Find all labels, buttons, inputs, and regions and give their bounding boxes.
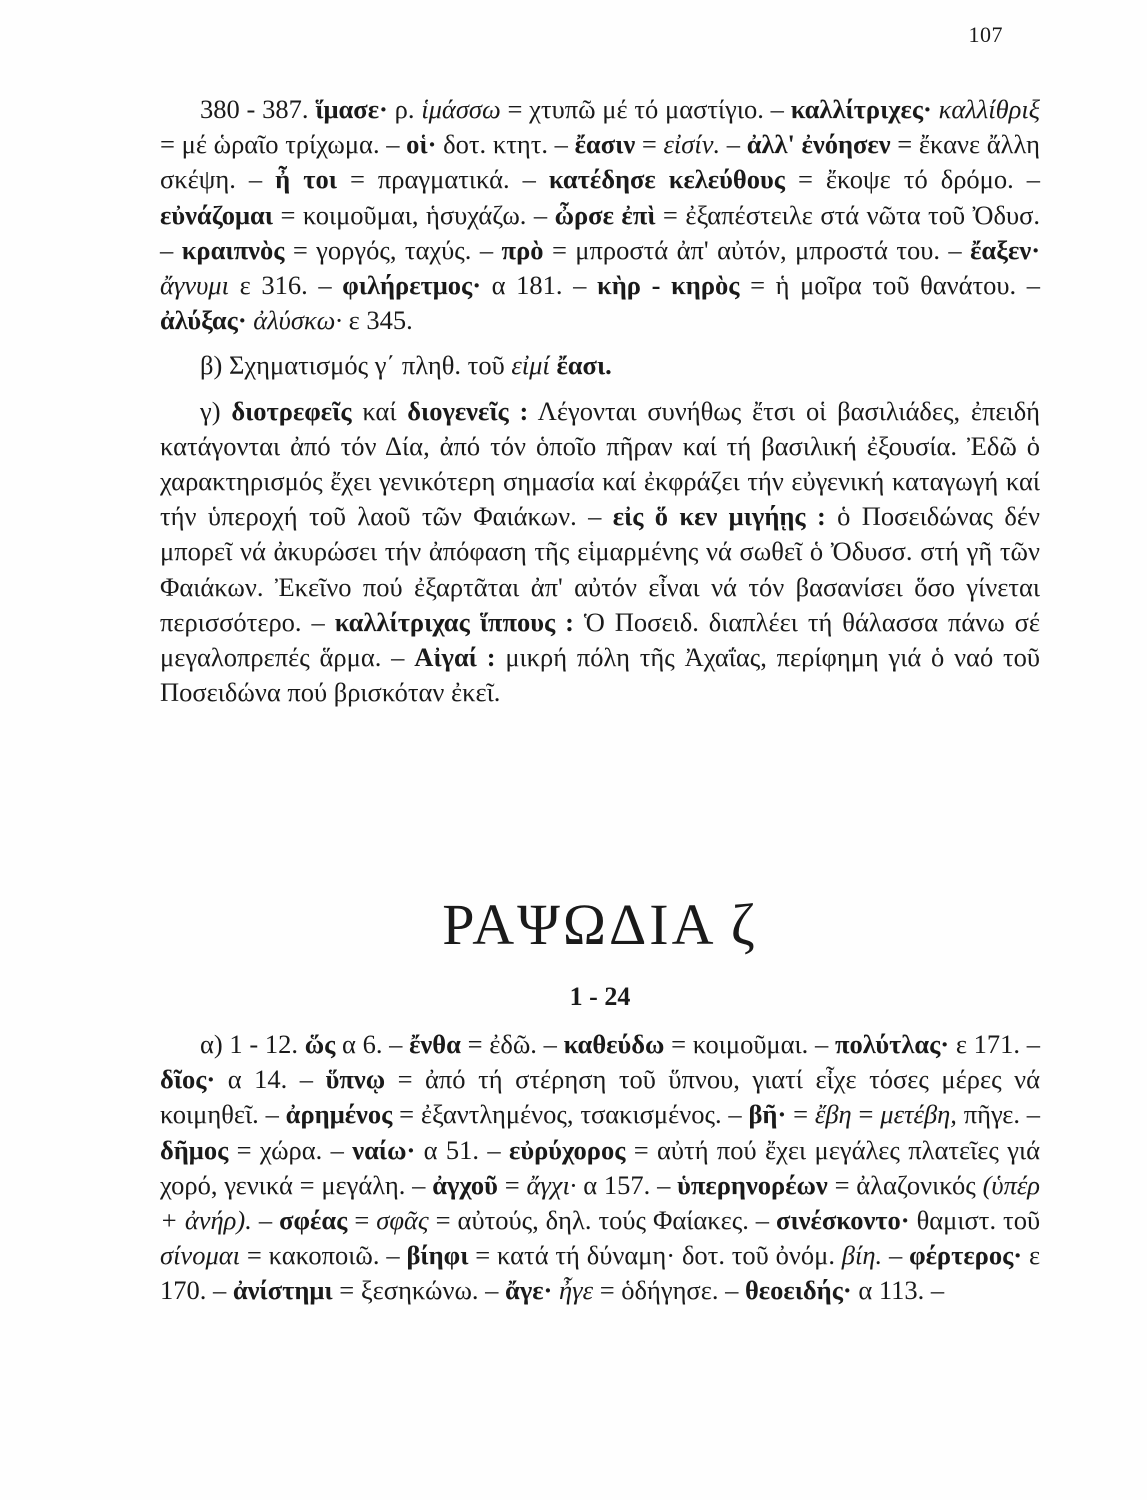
term: Αἰγαί : (414, 642, 496, 673)
term: ἀλλ' ἐνόησεν (746, 129, 891, 160)
paragraph-b: β) Σχηματισμός γ΄ πληθ. τοῦ εἰμί ἔασι. (200, 350, 612, 381)
term: ἀρημένος (285, 1099, 393, 1130)
term: φιλήρετμος· (342, 270, 482, 301)
term: δῆμος (160, 1134, 229, 1165)
term: βίηφι (406, 1240, 469, 1271)
term: ὕπνῳ (325, 1064, 386, 1095)
term: πρὸ (501, 234, 544, 265)
rhapsody-title: ΡΑΨΩΔΙΑ ζ (442, 892, 758, 957)
term: ἀλύξας· (160, 305, 247, 336)
term: φέρτερος· (909, 1240, 1023, 1271)
commentary-block-top (160, 92, 1040, 710)
term: ὥς (304, 1029, 336, 1059)
term: κραιπνὸς (181, 234, 285, 265)
term: δῖος· (160, 1064, 216, 1095)
term: καλλίτριχες· (790, 94, 932, 124)
term: ἔασι. (556, 350, 612, 381)
term: ἔνθα (409, 1029, 461, 1059)
term: καλλίτριχας ἵππους : (334, 606, 574, 637)
term: εὐνάζομαι (160, 199, 274, 230)
term: ναίω· (352, 1134, 416, 1165)
term: καθεύδω (563, 1029, 665, 1059)
term: κὴρ - κηρὸς (597, 270, 740, 301)
term: κατέδησε κελεύθους (548, 164, 785, 195)
term: ὦρσε ἐπὶ (554, 199, 656, 230)
term: διογενεῖς : (407, 395, 529, 426)
term: ἦ τοι (275, 164, 337, 195)
term: πολύτλας· (834, 1029, 950, 1059)
paragraph-c: γ) διοτρεφεῖς καί διογενεῖς : Λέγονται συνήθως ἔτσι οἱ βασιλιάδες, ἐπειδή κατάγονται ἀπό τόν Δία, ἀπό τόν ὁποῖο πῆραν καί τή βασιλική ἐξουσία. Ἐδῶ ὁ χαρακτηρισμός ἔχει γενικότερη σημασία καί ἐκφράζει τήν εὐγενική καταγωγή καί τήν ὑπεροχή τοῦ λαοῦ τῶν Φαιάκων. – εἰς ὅ κεν μιγήῃς : ὁ Ποσειδώνας δέν μπορεῖ νά ἀκυρώσει τήν ἀπόφαση τῆς εἱμαρμένης νά σωθεῖ ὁ Ὀδυσσ. στή γῆ τῶν Φαιάκων. Ἐκεῖνο πού ἐξαρτᾶται ἀπ' αὐτόν εἶναι νά τόν βασανίσει ὅσο γίνεται περισσότερο. – καλλίτριχας ἵππους : Ὁ Ποσειδ. διαπλέει τή θάλασσα πάνω σέ μεγαλοπρεπές ἅρμα. – Αἰγαί : μικρή πόλη τῆς Ἀχαΐας, περίφημη γιά ὁ ναό τοῦ Ποσειδώνα πού βρισκόταν ἐκεῖ. (160, 395, 1041, 708)
paragraph-a-1-12: α) 1 - 12. ὥς α 6. – ἔνθα = ἐδῶ. – καθεύδω = κοιμοῦμαι. – πολύτλας· ε 171. – δῖος· α 14. – ὕπνῳ = ἀπό τή στέρηση τοῦ ὕπνου, γιατί εἶχε τόσες μέρες νά κοιμηθεῖ. – ἀρημένος = ἐξαντλημένος, τσακισμένος. – βῆ· = ἔβη = μετέβη, πῆγε. – δῆμος = χώρα. – ναίω· α 51. – εὐρύχορος = αὐτή πού ἔχει μεγάλες πλατεῖες γιά χορό, γενικά = μεγάλη. – ἀγχοῦ = ἄγχι· α 157. – ὑπερηνορέων = ἀλαζονικός (ὑπέρ + ἀνήρ). – σφέας = σφᾶς = αὐτούς, δηλ. τούς Φαίακες. – σινέσκοντο· θαμιστ. τοῦ σίνομαι = κακοποιῶ. – βίηφι = κατά τή δύναμη· δοτ. τοῦ ὀνόμ. βίη. – φέρτερος· ε 170. – ἀνίστημι = ξεσηκώνω. – ἄγε· ἦγε = ὁδήγησε. – θεοειδής· α 113. – (160, 1029, 1041, 1306)
term: βῆ· (748, 1099, 787, 1130)
term: σφέας (279, 1205, 348, 1236)
term: διοτρεφεῖς (231, 395, 352, 426)
commentary-block-bottom (160, 1027, 1040, 1309)
term: ὑπερηνορέων (677, 1169, 828, 1200)
term: ἵμασε· (315, 94, 388, 124)
term: ἔασιν (574, 129, 636, 160)
term: ἀνίστημι (232, 1275, 333, 1306)
term: οἱ· (406, 129, 437, 160)
term: θεοειδής· (744, 1275, 852, 1306)
term: εἰς ὅ κεν μιγήῃς : (612, 501, 826, 532)
term: εὐρύχορος (509, 1134, 626, 1165)
term: σινέσκοντο· (776, 1205, 910, 1236)
term: ἄγε· (505, 1275, 553, 1306)
page-number: 107 (968, 22, 1003, 47)
verse-range-heading: 1 - 24 (569, 982, 631, 1011)
term: ἀγχοῦ (432, 1169, 498, 1200)
term: ἔαξεν· (970, 234, 1041, 265)
paragraph-380-387: 380 - 387. ἵμασε· ρ. ἱμάσσω = χτυπῶ μέ τό μαστίγιο. – καλλίτριχες· καλλίθριξ = μέ ὡραῖο τρίχωμα. – οἱ· δοτ. κτητ. – ἔασιν = εἰσίν. – ἀλλ' ἐνόησεν = ἔκανε ἄλλη σκέψη. – ἦ τοι = πραγματικά. – κατέδησε κελεύθους = ἔκοψε τό δρόμο. – εὐνάζομαι = κοιμοῦμαι, ἡσυχάζω. – ὦρσε ἐπὶ = ἐξαπέστειλε στά νῶτα τοῦ Ὀδυσ. – κραιπνὸς = γοργός, ταχύς. – πρὸ = μπροστά ἀπ' αὐτόν, μπροστά του. – ἔαξεν· ἄγνυμι ε 316. – φιλήρετμος· α 181. – κὴρ - κηρὸς = ἡ μοῖρα τοῦ θανάτου. – ἀλύξας· ἀλύσκω· ε 345. (160, 94, 1041, 336)
